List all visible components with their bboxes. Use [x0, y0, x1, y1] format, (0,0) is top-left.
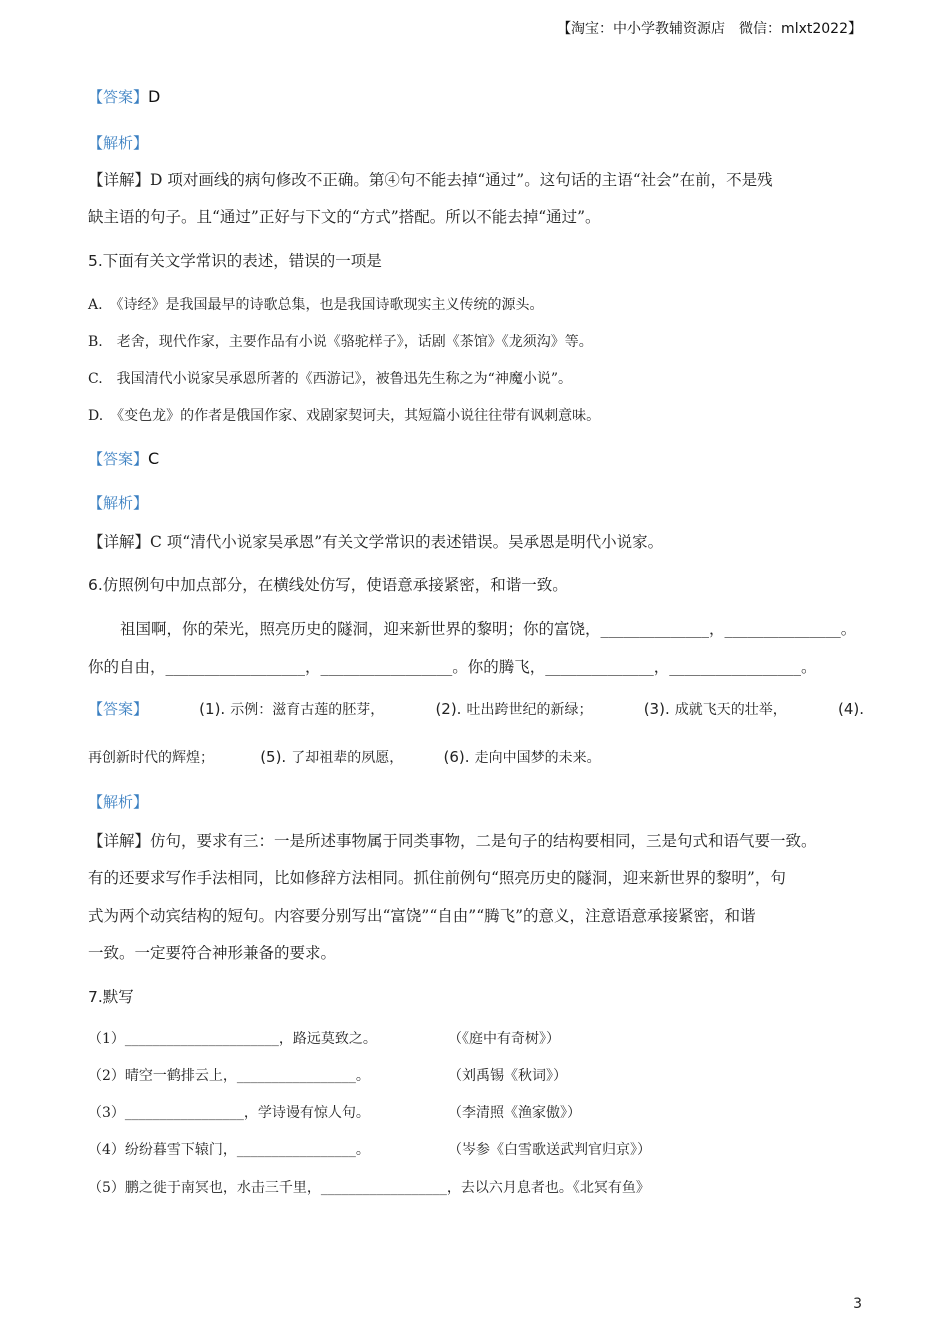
answer-number: (1). — [199, 700, 226, 718]
q5-detail-text: C 项“清代小说家吴承恩”有关文学常识的表述错误。吴承恩是明代小说家。 — [150, 533, 664, 551]
q5-option-b: B. 老舍，现代作家，主要作品有小说《骆驼样子》，话剧《茶馆》《龙须沟》等。 — [88, 334, 593, 350]
q6-answer-row-1 — [88, 698, 864, 719]
q6-answer-3 — [644, 699, 787, 719]
q6-detail-text-1: 仿句，要求有三：一是所述事物属于同类事物，二是句子的结构要相同，三是句式和语气要一致。 — [150, 832, 817, 850]
answer-number: (6). — [443, 748, 470, 766]
answer-tag: 【答案】 — [88, 450, 149, 468]
answer-number: (3). — [643, 700, 670, 718]
q7-item-1: （1）______________________，路远莫致之。 — [88, 1031, 377, 1047]
answer-number: (2). — [435, 700, 462, 718]
q7-source-3: （李清照《渔家傲》） — [448, 1105, 581, 1121]
q6-answer-2 — [435, 699, 592, 719]
q7-source-1: （《庭中有奇树》） — [448, 1031, 560, 1047]
q5-answer: C — [148, 449, 160, 468]
answer-tag: 【答案】 — [88, 700, 149, 718]
q6-detail-line-1 — [88, 829, 817, 851]
q6-answer-1 — [199, 699, 384, 719]
q6-answer-4-number: (4). — [837, 700, 864, 718]
answer-tag: 【答案】 — [88, 88, 149, 106]
q5-option-d: D. 《变色龙》的作者是俄国作家、戏剧家契诃夫，其短篇小说往往带有讽刺意味。 — [88, 408, 601, 424]
answer-number: (5). — [260, 748, 287, 766]
q6-answer-4-text: 再创新时代的辉煌； — [88, 750, 214, 766]
analysis-tag: 【解析】 — [88, 134, 149, 152]
q4-answer-row — [88, 86, 160, 107]
detail-tag: 【详解】 — [88, 171, 151, 189]
q6-detail-line-2: 有的还要求写作手法相同，比如修辞方法相同。抓住前例句“照亮历史的隧洞，迎来新世界的黎明”，句 — [88, 869, 786, 887]
page-number: 3 — [853, 1296, 862, 1312]
q7-item-5: （5）鹏之徙于南冥也，水击三千里，__________________，去以六月息者也。《北冥有鱼》 — [88, 1180, 650, 1196]
q7-item-4: （4）纷纷暮雪下辕门，_________________。 — [88, 1142, 370, 1158]
q4-detail-line-1 — [88, 168, 773, 190]
q6-detail-line-3: 式为两个动宾结构的短句。内容要分别写出“富饶”“自由”“腾飞”的意义，注意语意承接紧密，和谐 — [88, 907, 756, 925]
q4-detail-text-1: D 项对画线的病句修改不正确。第④句不能去掉“通过”。这句话的主语“社会”在前，不是残 — [150, 171, 773, 189]
q6-answer-5: 了却祖辈的夙愿， — [291, 750, 404, 766]
q7-source-2: （刘禹锡《秋词》） — [448, 1068, 567, 1084]
q7-stem: 7.默写 — [88, 988, 134, 1006]
q6-example-line-2: 你的自由，__________________，_________________。你的腾飞，______________，_________________。 — [88, 658, 817, 676]
q5-option-c: C. 我国清代小说家吴承恩所著的《西游记》，被鲁迅先生称之为“神魔小说”。 — [88, 371, 572, 387]
q5-detail — [88, 530, 663, 552]
analysis-tag: 【解析】 — [88, 793, 149, 811]
page-header: 【淘宝：中小学教辅资源店 微信：mlxt2022】 — [557, 21, 862, 37]
answer-text: 示例：滋育古莲的胚芽， — [230, 702, 385, 718]
q6-answer-6: 走向中国梦的未来。 — [474, 750, 601, 766]
q6-detail-line-4: 一致。一定要符合神形兼备的要求。 — [88, 944, 337, 962]
answer-text: 吐出跨世纪的新绿； — [466, 702, 593, 718]
analysis-tag: 【解析】 — [88, 494, 149, 512]
q6-example-line-1: 祖国啊，你的荣光，照亮历史的隧洞，迎来新世界的黎明；你的富饶，______________，_______________。 — [120, 620, 857, 638]
q7-source-4: （岑参《白雪歌送武判官归京》） — [448, 1142, 651, 1158]
detail-tag: 【详解】 — [88, 832, 151, 850]
detail-tag: 【详解】 — [88, 533, 151, 551]
q5-answer-row — [88, 448, 159, 469]
q4-answer: D — [148, 87, 161, 106]
answer-text: 成就飞天的壮举， — [674, 702, 787, 718]
q6-stem: 6.仿照例句中加点部分，在横线处仿写，使语意承接紧密，和谐一致。 — [88, 576, 568, 594]
q6-answer-row-2 — [88, 747, 601, 767]
q5-option-a: A. 《诗经》是我国最早的诗歌总集，也是我国诗歌现实主义传统的源头。 — [88, 297, 544, 313]
q7-item-2: （2）晴空一鹤排云上，_________________。 — [88, 1068, 370, 1084]
q4-detail-line-2: 缺主语的句子。且“通过”正好与下文的“方式”搭配。所以不能去掉“通过”。 — [88, 208, 601, 226]
q7-item-3: （3）_________________，学诗谩有惊人句。 — [88, 1105, 370, 1121]
q5-stem: 5.下面有关文学常识的表述，错误的一项是 — [88, 252, 382, 270]
